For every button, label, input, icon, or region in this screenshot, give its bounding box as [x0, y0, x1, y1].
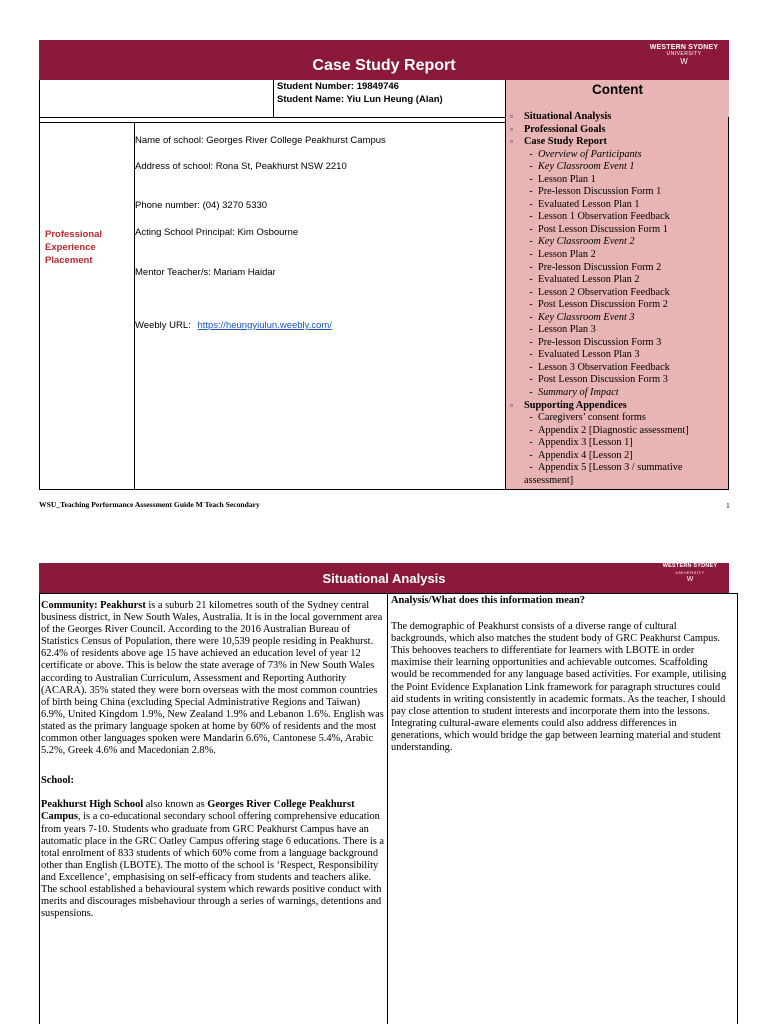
school-heading: School: — [41, 775, 74, 787]
weebly-label: Weebly URL: — [135, 320, 191, 331]
content-heading: Content — [592, 82, 643, 97]
crest-icon: W — [680, 57, 688, 66]
contents-subitem: - Lesson Plan 2 — [510, 249, 728, 262]
analysis-heading: Analysis/What does this information mean? — [391, 595, 585, 606]
contents-subitem: - Appendix 2 [Diagnostic assessment] — [510, 425, 728, 438]
footer-left: WSU_Teaching Performance Assessment Guide M Teach Secondary — [39, 500, 260, 509]
community-paragraph — [41, 600, 384, 757]
contents-section-item: ▫ Situational Analysis — [510, 111, 728, 124]
contents-subitem: - Lesson 2 Observation Feedback — [510, 287, 728, 300]
table-col-divider-1 — [134, 122, 135, 490]
student-name: Student Name: Yiu Lun Heung (Alan) — [277, 94, 443, 105]
wsu-logo: WESTERN SYDNEY UNIVERSITY W — [645, 44, 723, 66]
community-label: Community: Peakhurst — [41, 600, 146, 611]
contents-subitem: - Summary of Impact — [510, 387, 728, 400]
weebly-link[interactable]: https://heungyiulun.weebly.com/ — [197, 320, 332, 331]
mentor-teacher: Mentor Teacher/s: Mariam Haidar — [135, 267, 276, 278]
contents-subitem: - Evaluated Lesson Plan 3 — [510, 349, 728, 362]
contents-subitem: - Post Lesson Discussion Form 3 — [510, 374, 728, 387]
contents-subitem: - Evaluated Lesson Plan 1 — [510, 199, 728, 212]
contents-section-item: ▫ Professional Goals — [510, 124, 728, 137]
contents-subitem: - Appendix 5 [Lesson 3 / summative assessment] — [510, 462, 728, 487]
contents-subitem: - Pre-lesson Discussion Form 3 — [510, 337, 728, 350]
school-principal: Acting School Principal: Kim Osbourne — [135, 227, 299, 238]
sa-col-divider — [387, 593, 388, 1024]
contents-subitem: - Pre-lesson Discussion Form 1 — [510, 186, 728, 199]
contents-section-item: ▫ Case Study Report — [510, 136, 728, 149]
student-info-divider — [273, 80, 274, 118]
community-school-column — [41, 600, 384, 920]
table-inner-topline — [39, 122, 506, 123]
contents-subitem: - Lesson 1 Observation Feedback — [510, 211, 728, 224]
contents-subitem: - Key Classroom Event 2 — [510, 236, 728, 249]
crest-icon: W — [686, 575, 694, 583]
page-title: Case Study Report — [312, 57, 456, 74]
analysis-text: The demographic of Peakhurst consists of a diverse range of cultural backgrounds, which also matches the student body of GRC Peakhurst Campus. This behooves teachers to differentiate for learners with LBOTE in order maximise their learning opportunities and achievable outcomes. Scaffolding would be recommended for any language based activities. For example, utilising the Point Evidence Explanation Link framework for paragraph structures could aid students in writing consistently in academic formats. As the teacher, I should pay close attention to student interests and incorporate them into the lessons. Integrating cultural-aware elements could also address differences in generations, which would bridge the gap between learning material and student understanding. — [391, 621, 727, 754]
school-name: Name of school: Georges River College Peakhurst Campus — [135, 135, 386, 146]
contents-subitem: - Key Classroom Event 1 — [510, 161, 728, 174]
situational-analysis-banner — [39, 563, 729, 593]
wsu-logo-2: WESTERN SYDNEY UNIVERSITY W — [655, 564, 725, 583]
contents-subitem: - Key Classroom Event 3 — [510, 312, 728, 325]
contents-subitem: - Lesson Plan 3 — [510, 324, 728, 337]
section-title: Situational Analysis — [322, 571, 446, 586]
contents-subitem: - Lesson 3 Observation Feedback — [510, 362, 728, 375]
contents-subitem: - Lesson Plan 1 — [510, 174, 728, 187]
contents-subitem: - Evaluated Lesson Plan 2 — [510, 274, 728, 287]
contents-subitem: - Appendix 4 [Lesson 2] — [510, 450, 728, 463]
footer-page-number: 1 — [726, 501, 730, 510]
analysis-column — [391, 595, 729, 754]
contents-subitem: - Post Lesson Discussion Form 2 — [510, 299, 728, 312]
contents-subitem: - Appendix 3 [Lesson 1] — [510, 437, 728, 450]
contents-subitem: - Overview of Participants — [510, 149, 728, 162]
case-study-header-banner — [39, 40, 729, 80]
contents-subitem: - Post Lesson Discussion Form 1 — [510, 224, 728, 237]
contents-subitem: - Caregivers’ consent forms — [510, 412, 728, 425]
school-paragraph: Peakhurst High School also known as Georges River College Peakhurst Campus, is a co-educational secondary school offering comprehensive education from years 7-10. Students who graduate from GRC Peakhurst Campus have an automatic place in the GRC Oatley Campus offering stage 6 educations. There is a total enrolment of 833 students of which 60% come from a language background other than English (LBOTE). The motto of the school is ‘Respect, Responsibility and Excellence’, emphasising on self-efficacy from students and teachers alike. The school established a behavioural system which rewards positive conduct with merits and discourages misbehaviour through a series of warnings, detentions and suspensions. — [41, 799, 384, 920]
school-address: Address of school: Rona St, Peakhurst NSW 2210 — [135, 161, 347, 172]
school-phone: Phone number: (04) 3270 5330 — [135, 200, 268, 211]
community-text: is a suburb 21 kilometres south of the Sydney central business district, in New South Wales, Australia. It is in the local government area of the Georges River Council. According to the 2016 Australian Bureau of Statistics Census of Population, there were 10,539 people residing in Peakhurst. 62.4% of residents above age 15 have achieved an education level of year 12 certificate or above. This is below the state average of 73% in New South Wales according to Australian Curriculum, Assessment and Reporting Authority (ACARA). 35% stated they were born overseas with the most common countries of birth being China (excluding Special Administrative Regions and Taiwan) 6.9%, United Kingdom 1.9%, New Zealand 1.9% and Lebanon 1.6%. English was stated as the primary language spoken at home by 60% of residents and the most common other languages spoken were Mandarin 6.6%, Cantonese 5.4%, Arabic 5.2%, Greek 4.6% and Macedonian 2.8%. — [41, 600, 384, 757]
contents-list — [506, 111, 728, 489]
placement-label: Professional Experience Placement — [45, 229, 103, 266]
contents-section-item: ▫ Supporting Appendices — [510, 400, 728, 413]
contents-subitem: - Pre-lesson Discussion Form 2 — [510, 262, 728, 275]
weebly-row — [135, 320, 332, 331]
student-number: Student Number: 19849746 — [277, 81, 399, 92]
